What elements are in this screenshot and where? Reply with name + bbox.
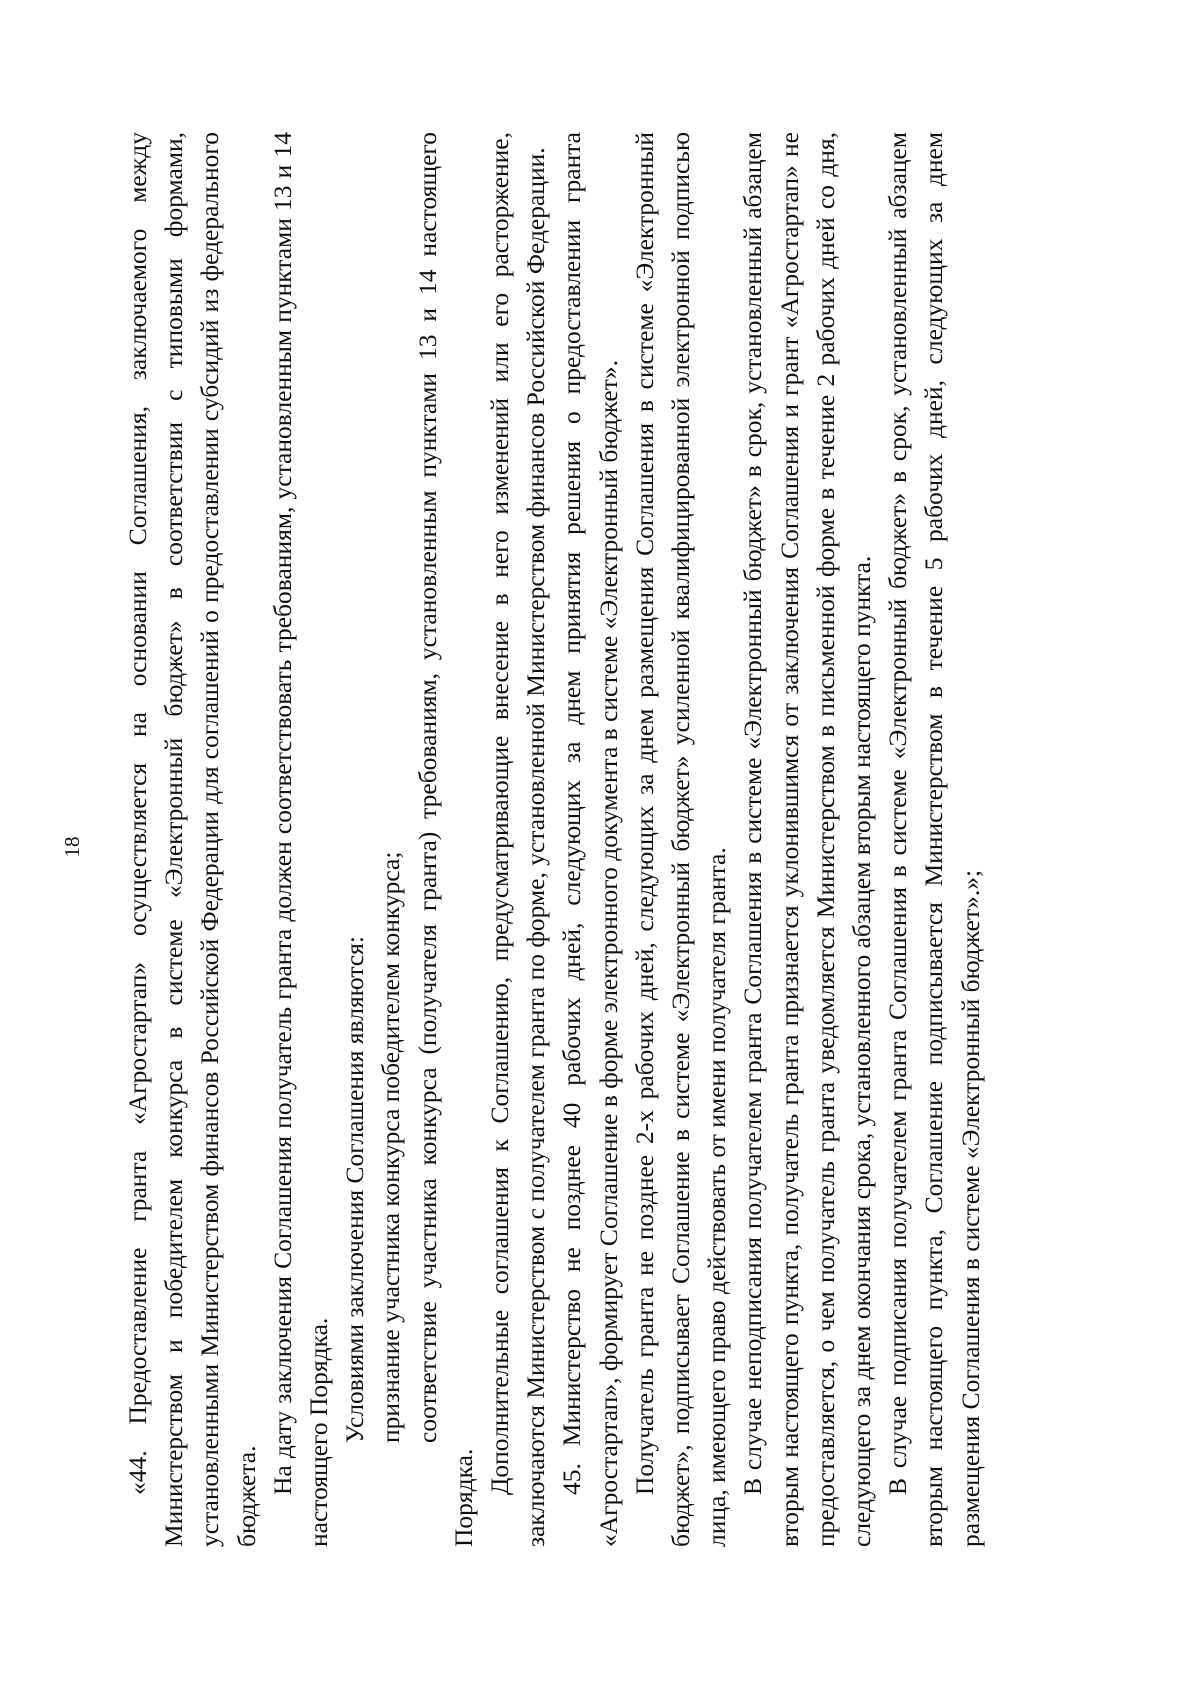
document-body (120, 132, 989, 1547)
paragraph-signing-date-requirements: На дату заключения Соглашения получатель гранта должен соответствовать требованиям, установленным пунктами 13 и 14 настоящего Порядка. (267, 132, 334, 1547)
paragraph-additional-agreements: Дополнительные соглашения к Соглашению, предусматривающие внесение в него изменений или его расторжение, заключаются Министерством с получателем гранта по форме, установленной Министерством финансов Российской Федерации. (485, 132, 551, 1547)
page-number: 18 (60, 836, 84, 858)
paragraph-44-grant-provision: «44. Предоставление гранта «Агростартап» осуществляется на основании Соглашения, заключаемого между Министерством и победителем конкурса в системе «Электронный бюджет» в соответствии с типовыми формами, установленными Министерством финансов Российской Федерации для соглашений о предоставлении субсидий из федерального бюджета. (123, 132, 261, 1547)
paragraph-signing-case: В случае подписания получателем гранта Соглашения в системе «Электронный бюджет» в срок, установленный абзацем вторым настоящего пункта, Соглашение подписывается Министерством в течение 5 рабочих дней, следующих за днем размещения Соглашения в системе «Электронный бюджет».»; (883, 132, 985, 1547)
paragraph-non-signing-case: В случае неподписания получателем гранта Соглашения в системе «Электронный бюджет» в срок, установленный абзацем вторым настоящего пункта, получатель гранта признается уклонившимся от заключения Соглашения и грант «Агростартап» не предоставляется, о чем получатель гранта уведомляется Министерством в письменной форме в течение 2 рабочих дней со дня, следующего за днем окончания срока, установленного абзацем вторым настоящего пункта. (738, 132, 877, 1547)
paragraph-recipient-signing: Получатель гранта не позднее 2-х рабочих дней, следующих за днем размещения Соглашения в системе «Электронный бюджет», подписывает Соглашение в системе «Электронный бюджет» усиленной квалифицированной электронной подписью лица, имеющего право действовать от имени получателя гранта. (629, 132, 732, 1547)
paragraph-condition-winner: признание участника конкурса победителем конкурса; (376, 851, 406, 1443)
paragraph-45-agreement-formation: 45. Министерство не позднее 40 рабочих дней, следующих за днем принятия решения о предоставлении гранта «Агростартап», формирует Соглашение в форме электронного документа в системе «Электронный бюджет». (557, 132, 623, 1547)
paragraph-condition-compliance: соответствие участника конкурса (получателя гранта) требованиям, установленным пунктами 13 и 14 настоящего Порядка. (412, 132, 478, 1547)
paragraph-conditions-heading: Условиями заключения Соглашения являются: (340, 936, 370, 1443)
